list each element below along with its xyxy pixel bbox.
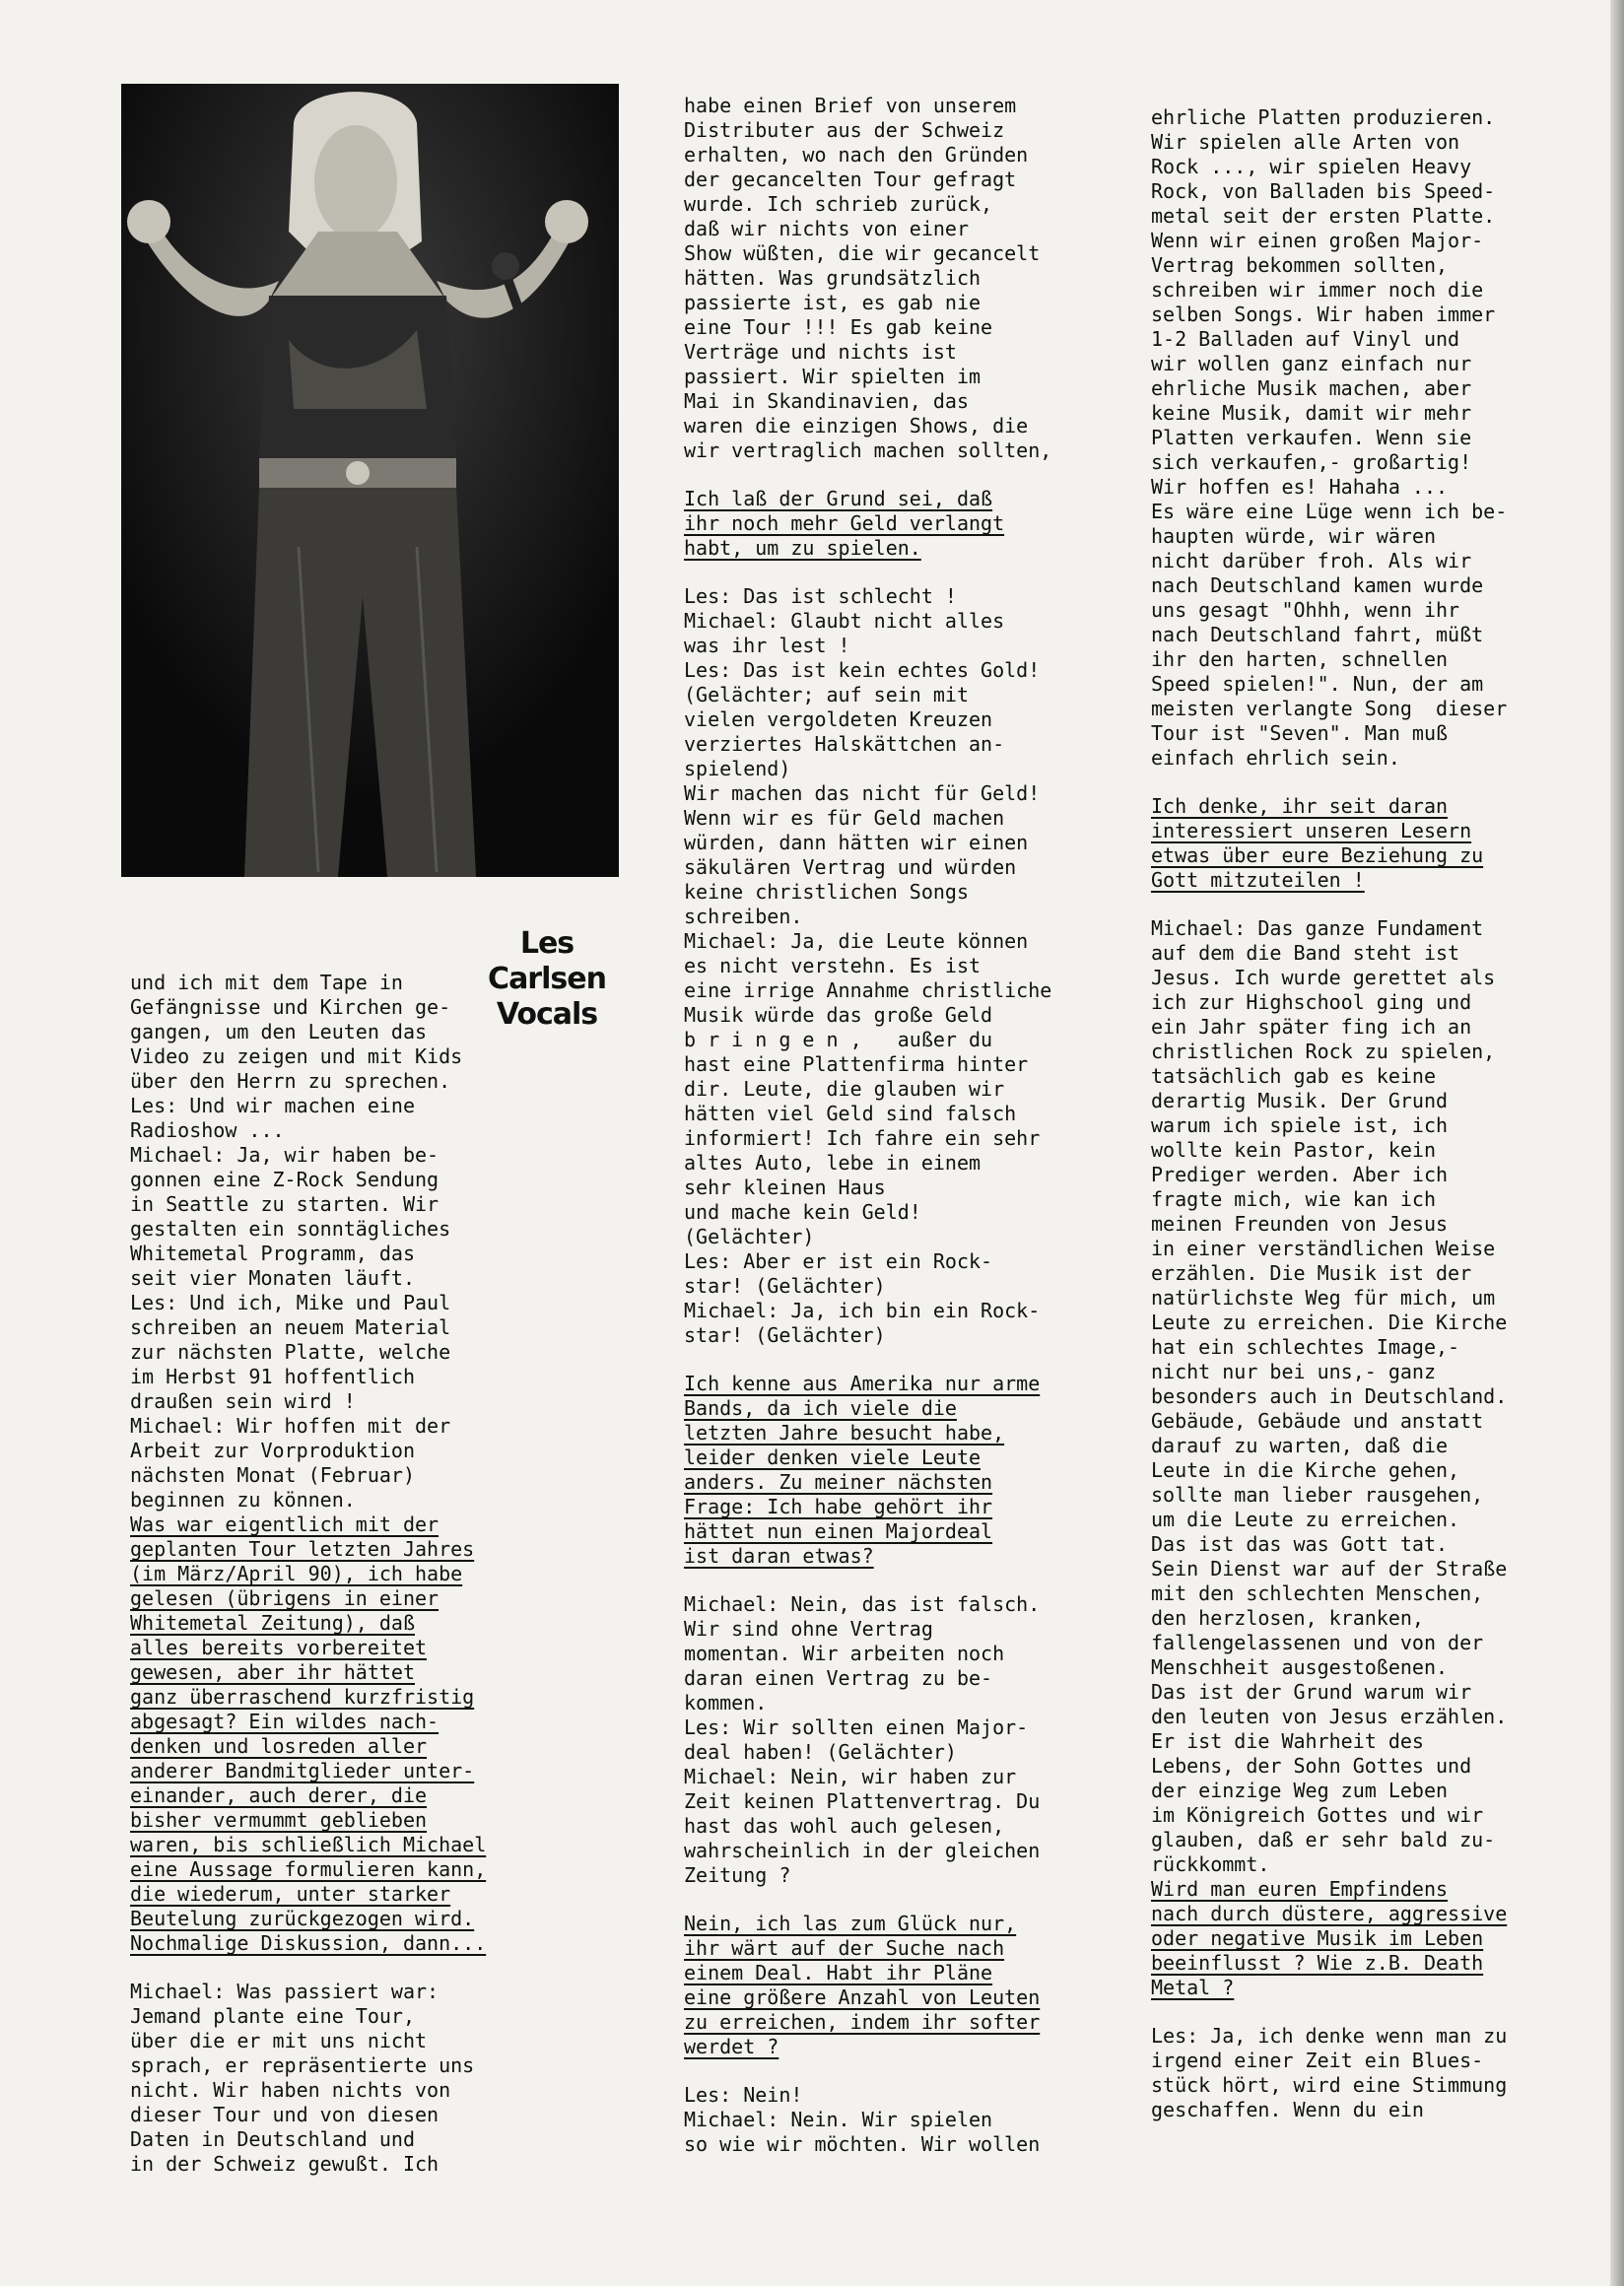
paragraph-gap xyxy=(684,1888,1137,1912)
interview-answer: Les: Nein! Michael: Nein. Wir spielen so wie wir möchten. Wir wollen xyxy=(684,2083,1041,2156)
page-edge xyxy=(1610,0,1624,2286)
paragraph-gap xyxy=(684,561,1137,584)
interview-answer: Les: Ja, ich denke wenn man zu irgend einer Zeit ein Blues- stück hört, wird eine Stimmung geschaffen. Wenn du ein xyxy=(1151,2024,1508,2121)
text-column-3 xyxy=(1151,105,1604,2122)
text-column-2 xyxy=(684,94,1137,2157)
paragraph-gap xyxy=(684,2059,1137,2083)
interview-answer: Les: Das ist schlecht ! Michael: Glaubt nicht alles was ihr lest ! Les: Das ist kein echtes Gold! (Gelächter; auf sein mit vielen vergoldeten Kreuzen verziertes Halskättchen an- spielend) Wir machen das nicht für Geld! Wenn wir es für Geld machen würden, dann hätten wir einen säkulären Vertrag und würden keine christlichen Songs schreiben. Michael: Ja, die Leute können es nicht verstehn. Es ist eine irrige Annahme christliche Musik würde das große Geld b r i n g e n , außer du hast eine Plattenfirma hinter dir. Leute, die glauben wir hätten viel Geld sind falsch informiert! Ich fahre ein sehr altes Auto, lebe in einem sehr kleinen Haus und mache kein Geld! (Gelächter) Les: Aber er ist ein Rock- star! (Gelächter) Michael: Ja, ich bin ein Rock- star! (Gelächter) xyxy=(684,584,1052,1347)
interview-question: Ich denke, ihr seit daran interessiert unseren Lesern etwas über eure Beziehung zu Gott mitzuteilen ! xyxy=(1151,794,1484,892)
interview-answer: habe einen Brief von unserem Distributer aus der Schweiz erhalten, wo nach den Gründen der gecancelten Tour gefragt wurde. Ich schrieb zurück, daß wir nichts von einer Show wüßten, die wir gecancelt hätten. Was grundsätzlich passierte ist, es gab nie eine Tour !!! Es gab keine Verträge und nichts ist passiert. Wir spielten im Mai in Skandinavien, das waren die einzigen Shows, die wir vertraglich machen sollten, xyxy=(684,94,1052,462)
interview-question: Nein, ich las zum Glück nur, ihr wärt auf der Suche nach einem Deal. Habt ihr Pläne eine größere Anzahl von Leuten zu erreichen, indem ihr softer werdet ? xyxy=(684,1912,1041,2058)
caption-role: Vocals xyxy=(496,997,598,1032)
text-column-1 xyxy=(130,971,583,2177)
interview-answer: Michael: Nein, das ist falsch. Wir sind ohne Vertrag momentan. Wir arbeiten noch daran einen Vertrag zu be- kommen. Les: Wir sollten einen Major- deal haben! (Gelächter) Michael: Nein, wir haben zur Zeit keinen Plattenvertrag. Du hast das wohl auch gelesen, wahrscheinlich in der gleichen Zeitung ? xyxy=(684,1592,1041,1887)
interview-question: Ich kenne aus Amerika nur arme Bands, da ich viele die letzten Jahre besucht habe, leider denken viele Leute anders. Zu meiner nächsten Frage: Ich habe gehört ihr hättet nun einen Majordeal ist daran etwas? xyxy=(684,1372,1041,1568)
paragraph-gap xyxy=(1151,771,1604,794)
singer-photo xyxy=(121,84,619,877)
paragraph-gap xyxy=(684,1348,1137,1372)
interview-answer: Michael: Das ganze Fundament auf dem die Band steht ist Jesus. Ich wurde gerettet als ich zur Highschool ging und ein Jahr später fing ich an christlichen Rock zu spielen, tatsächlich gab es keine derartig Musik. Der Grund warum ich spiele ist, ich wollte kein Pastor, kein Prediger werden. Aber ich fragte mich, wie kan ich meinen Freunden von Jesus in einer verständlichen Weise erzählen. Die Musik ist der natürlichste Weg für mich, um Leute zu erreichen. Die Kirche hat ein schlechtes Image,- nicht nur bei uns,- ganz besonders auch in Deutschland. Gebäude, Gebäude und anstatt darauf zu warten, daß die Leute in die Kirche gehen, sollte man lieber rausgehen, um die Leute zu erreichen. Das ist das was Gott tat. Sein Dienst war auf der Straße mit den schlechten Menschen, den herzlosen, kranken, fallengelassenen und von der Menschheit ausgestoßenen. Das ist der Grund warum wir den leuten von Jesus erzählen. Er ist die Wahrheit des Lebens, der Sohn Gottes und der einzige Weg zum Leben im Königreich Gottes und wir glauben, daß er sehr bald zu- rückkommt. xyxy=(1151,916,1508,1876)
interview-answer: ehrliche Platten produzieren. Wir spielen alle Arten von Rock ..., wir spielen Heavy Rock, von Balladen bis Speed- metal seit der ersten Platte. Wenn wir einen großen Major- Vertrag bekommen sollten, schreiben wir immer noch die selben Songs. Wir haben immer 1-2 Balladen auf Vinyl und wir wollen ganz einfach nur ehrliche Musik machen, aber keine Musik, damit wir mehr Platten verkaufen. Wenn sie sich verkaufen,- großartig! Wir hoffen es! Hahaha ... Es wäre eine Lüge wenn ich be- haupten würde, wir wären nicht darüber froh. Als wir nach Deutschland kamen wurde uns gesagt "Ohhh, wenn ihr nach Deutschland fahrt, müßt ihr den harten, schnellen Speed spielen!". Nun, der am meisten verlangte Song dieser Tour ist "Seven". Man muß einfach ehrlich sein. xyxy=(1151,105,1508,770)
interview-answer: Michael: Was passiert war: Jemand plante eine Tour, über die er mit uns nicht sprach, er repräsentierte uns nicht. Wir haben nichts von dieser Tour und von diesen Daten in Deutschland und in der Schweiz gewußt. Ich xyxy=(130,1980,475,2176)
paragraph-gap xyxy=(684,463,1137,487)
interview-question: Wird man euren Empfindens nach durch düstere, aggressive oder negative Musik im Leben beeinflusst ? Wie z.B. Death Metal ? xyxy=(1151,1877,1508,1999)
paragraph-gap xyxy=(1151,893,1604,916)
paragraph-gap xyxy=(1151,2000,1604,2024)
interview-question: Was war eigentlich mit der geplanten Tour letzten Jahres (im März/April 90), ich habe gelesen (übrigens in einer Whitemetal Zeitung), daß alles bereits vorbereitet gewesen, aber ihr hättet ganz überraschend kurzfristig abgesagt? Ein wildes nach- denken und losreden aller anderer Bandmitglieder unter- einander, auch derer, die bisher vermummt geblieben waren, bis schließlich Michael eine Aussage formulieren kann, die wiederum, unter starker Beutelung zurückgezogen wird. Nochmalige Diskussion, dann... xyxy=(130,1513,487,1955)
caption-name: Les Carlsen xyxy=(488,926,606,996)
interview-answer: und ich mit dem Tape in Gefängnisse und Kirchen ge- gangen, um den Leuten das Video zu zeigen und mit Kids über den Herrn zu sprechen. Les: Und wir machen eine Radioshow ... Michael: Ja, wir haben be- gonnen eine Z-Rock Sendung in Seattle zu starten. Wir gestalten ein sonntägliches Whitemetal Programm, das seit vier Monaten läuft. Les: Und ich, Mike und Paul schreiben an neuem Material zur nächsten Platte, welche im Herbst 91 hoffentlich draußen sein wird ! Michael: Wir hoffen mit der Arbeit zur Vorproduktion nächsten Monat (Februar) beginnen zu können. xyxy=(130,971,463,1512)
paragraph-gap xyxy=(684,1569,1137,1592)
paragraph-gap xyxy=(130,1956,583,1980)
interview-question: Ich laß der Grund sei, daß ihr noch mehr Geld verlangt habt, um zu spielen. xyxy=(684,487,1005,560)
